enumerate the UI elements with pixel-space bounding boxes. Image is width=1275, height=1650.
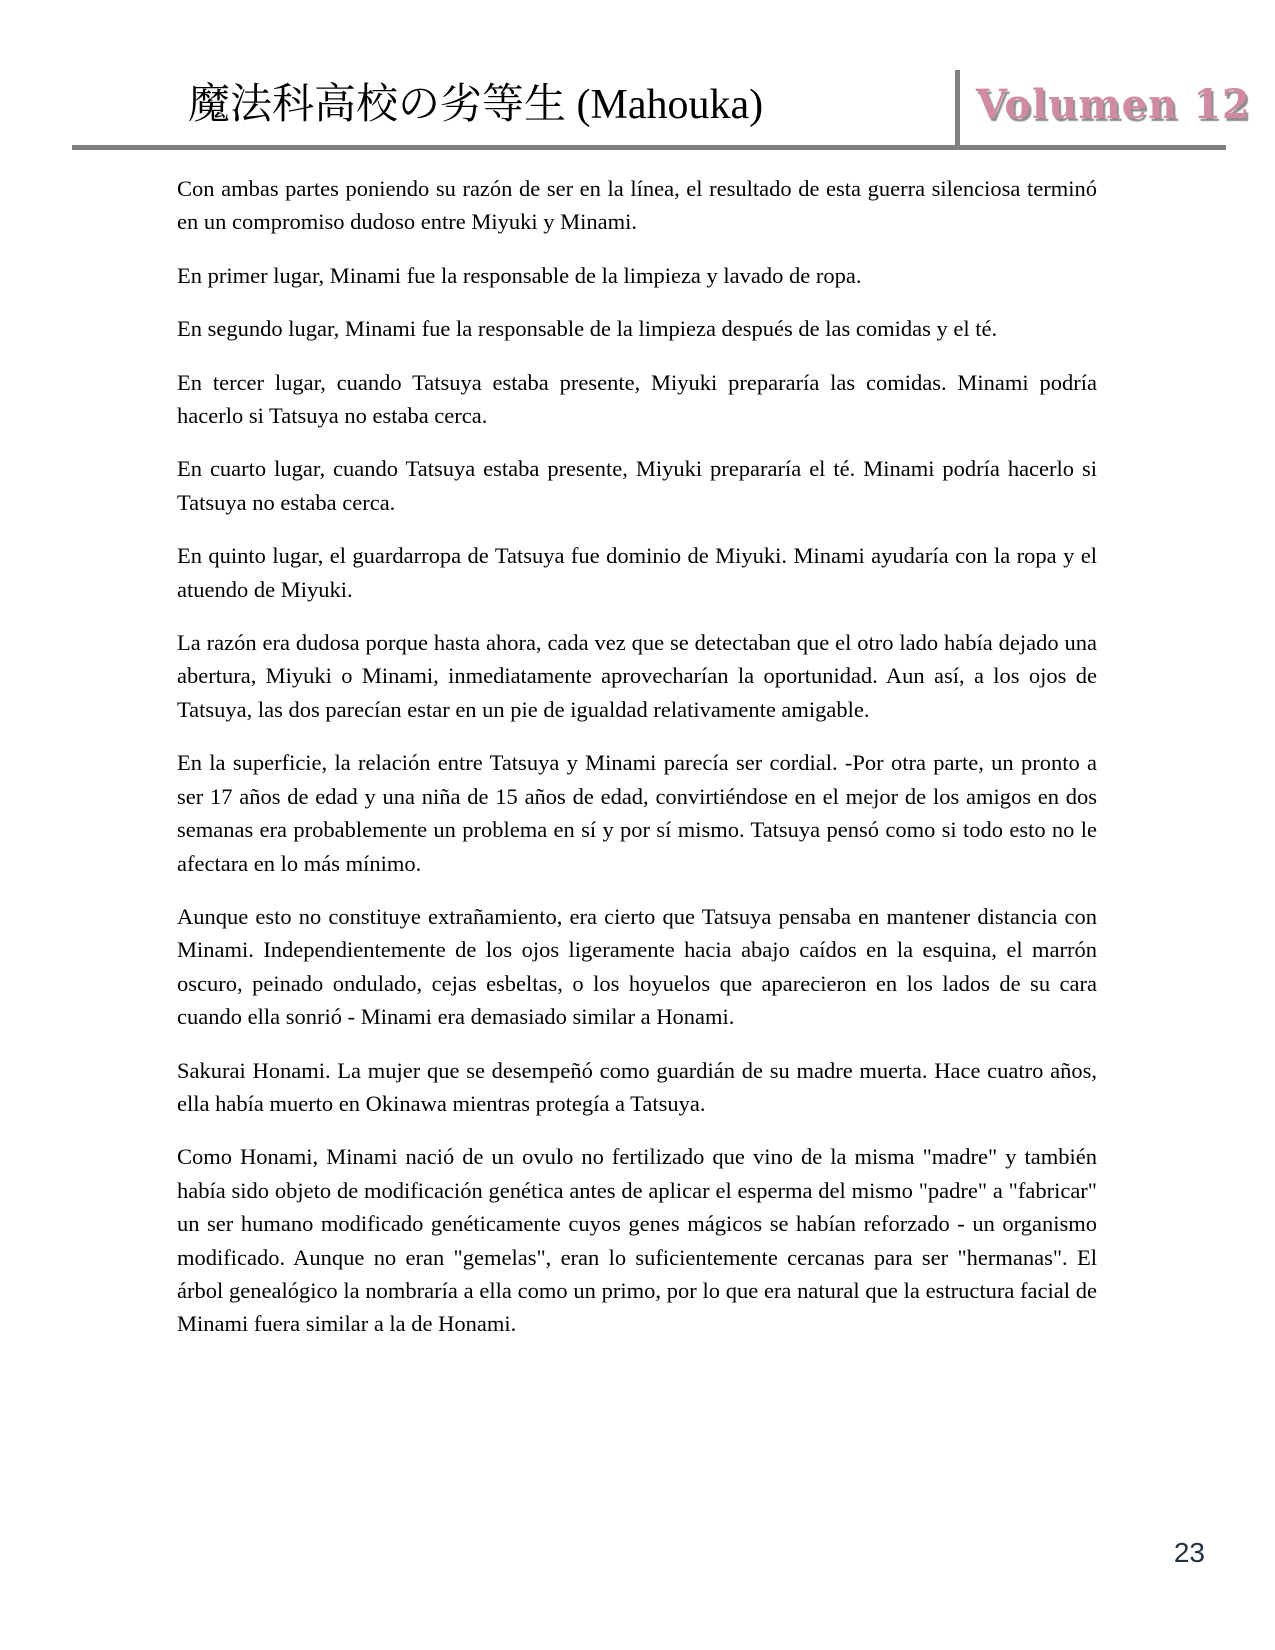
paragraph: Como Honami, Minami nació de un ovulo no fertilizado que vino de la misma "madre" y también había sido objeto de modificación genética antes de aplicar el esperma del mismo "padre" a "fabricar" un ser humano modificado genéticamente cuyos genes mágicos se habían reforzado - un organismo modificado. Aunque no eran "gemelas", eran lo suficientemente cercanas para ser "hermanas". El árbol genealógico la nombraría a ella como un primo, por lo que era natural que la estructura facial de Minami fuera similar a la de Honami. [177, 1144, 1097, 1337]
paragraph: La razón era dudosa porque hasta ahora, cada vez que se detectaban que el otro lado había dejado una abertura, Miyuki o Minami, inmediatamente aprovecharían la oportunidad. Aun así, a los ojos de Tatsuya, las dos parecían estar en un pie de igualdad relativamente amigable. [177, 630, 1097, 722]
header-vertical-divider [955, 70, 960, 147]
volume-label: Volumen 12 [976, 81, 1251, 128]
document-body [177, 172, 1097, 1361]
header-horizontal-rule [72, 145, 1226, 150]
paragraph: En segundo lugar, Minami fue la responsable de la limpieza después de las comidas y el té. [177, 316, 998, 342]
paragraph: En la superficie, la relación entre Tatsuya y Minami parecía ser cordial. -Por otra parte, un pronto a ser 17 años de edad y una niña de 15 años de edad, convirtiéndose en el mejor de los amigos en dos semanas era probablemente un problema en sí y por sí mismo. Tatsuya pensó como si todo esto no le afectara en lo más mínimo. [177, 750, 1097, 876]
paragraph: En primer lugar, Minami fue la responsable de la limpieza y lavado de ropa. [177, 262, 862, 288]
paragraph: En quinto lugar, el guardarropa de Tatsuya fue dominio de Miyuki. Minami ayudaría con la ropa y el atuendo de Miyuki. [177, 543, 1097, 602]
paragraph: Con ambas partes poniendo su razón de ser en la línea, el resultado de esta guerra silenciosa terminó en un compromiso dudoso entre Miyuki y Minami. [177, 176, 1097, 235]
paragraph: Aunque esto no constituye extrañamiento, era cierto que Tatsuya pensaba en mantener distancia con Minami. Independientemente de los ojos ligeramente hacia abajo caídos en la esquina, el marrón oscuro, peinado ondulado, cejas esbeltas, o los hoyuelos que aparecieron en los lados de su cara cuando ella sonrió - Minami era demasiado similar a Honami. [177, 903, 1097, 1030]
document-title: 魔法科高校の劣等生 (Mahouka) [188, 82, 764, 128]
page-number: 23 [1173, 1537, 1205, 1568]
paragraph: En tercer lugar, cuando Tatsuya estaba presente, Miyuki prepararía las comidas. Minami podría hacerlo si Tatsuya no estaba cerca. [177, 369, 1097, 429]
paragraph: Sakurai Honami. La mujer que se desempeñó como guardián de su madre muerta. Hace cuatro años, ella había muerto en Okinawa mientras protegía a Tatsuya. [177, 1057, 1097, 1116]
paragraph: En cuarto lugar, cuando Tatsuya estaba presente, Miyuki prepararía el té. Minami podría hacerlo si Tatsuya no estaba cerca. [177, 456, 1097, 515]
